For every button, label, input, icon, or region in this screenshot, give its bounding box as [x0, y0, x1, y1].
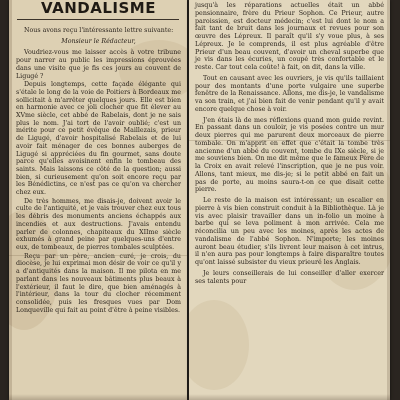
article-paragraph: Tout en causant avec les ouvriers, je vis qu'ils taillaient pour des montants d'une porte vulgaire une superbe fenêtre de la Renaissance. Allons, me dis-je, le vandalisme va son train, et j'ai bien fait de venir pendant qu'il y avait encore quelque chose à voir.	[195, 74, 384, 113]
right-column-body	[195, 2, 384, 286]
article-salutation: Monsieur le Rédacteur,	[61, 37, 136, 45]
article-paragraph: Depuis longtemps, cette façade élégante qui s'étale le long de la voie de Poitiers à Bordeaux me sollicitait à m'arrêter quelques jours. Elle est bien en harmonie avec ce joli clocher que fit élever au XVme siècle, cet abbé de Rabelais, dont je ne sais plus le nom. J'ai tort de l'avoir oublié; c'est un mérite pour ce petit évêque de Maillezais, prieur de Ligugé, d'avoir hospitalisé Rabelais et de lui avoir fait ménager de ces bonnes auberges de Ligugé si appréciées du fin gourmet, sans doute parce qu'elles avoisinent enfin le tombeau des saints. Mais laissons ce côté de la question; aussi bien, si curieusement qu'on soit encore reçu par les Bénédictins, ce n'est pas ce qu'on va chercher chez eux.	[16, 81, 181, 197]
article-title: VANDALISME	[41, 0, 156, 17]
left-clipping	[9, 0, 187, 400]
article-paragraph: De très hommes, me disais-je, doivent avoir le culte de l'antiquité, et je vais trouver chez eux tous les débris des monuments anciens échappés aux incendies et aux destructions. J'avais entendu parler de colonnes, chapiteaux du XIIme siècle exhumés à grand peine par quelques-uns d'entre eux, de tombeaux, de pierres tombales sculptées.	[16, 197, 181, 251]
paper-edge-shadow	[189, 394, 390, 400]
title-rule	[17, 19, 179, 20]
paper-fold	[9, 255, 187, 256]
article-paragraph: Le reste de la maison est intéressant; un escalier en pierre à vis bien construit conduit à la Bibliothèque. Là je vis avec plaisir travailler dans un in-folio un moine à barbe qui se leva poliment à mon arrivée. Cela me réconcilia un peu avec les moines, après les actes de vandalisme de l'abbé Sophon. N'importe; les moines auront beau étudier, s'ils livrent leur maison à cet intrus, il n'en aura pas pour longtemps à faire disparaître toutes qu'ont laissé subsister du vieux prieuré les Anglais.	[195, 197, 384, 266]
paper-stain	[189, 300, 249, 390]
right-clipping	[189, 0, 390, 400]
paper-edge-shadow	[9, 394, 187, 400]
paper-fold	[189, 140, 390, 141]
clipping-edge	[387, 0, 390, 400]
article-paragraph: Je leurs conseillerais de lui conseiller d'aller exercer ses talents pour	[195, 269, 384, 285]
left-column-body	[16, 0, 181, 315]
article-paragraph: jusqu'à les réparations actuelles était un abbé pensionnaire, frère du Prieur Sophon. Ce Prieur, autre paroissien, est docteur médecin; c'est lui dont le nom a fait tant de bruit dans les journaux et revues pour son œuvre des Lépreux. Il paraît qu'il s'y voue plus, à ses Lépreux. Je le comprends, il est plus agréable d'être Prieur d'un beau couvent, d'avoir un cheval superbe que je vis dans les écuries, un coupé très confortable et le reste. Car tout cela coûte! à fait, on dit, dans la ville.	[195, 2, 384, 71]
article-intro: Nous avons reçu l'intéressante lettre suivante:	[24, 27, 174, 34]
article-paragraph: Voudriez-vous me laisser accès à votre tribune pour narrer au public les impressions éprouvées dans une visite que je fis ces jours au couvent de Ligugé ?	[16, 49, 181, 80]
article-paragraph: J'en étais là de mes réflexions quand mon guide revint. En passant dans un couloir, je vis posées contre un mur deux pierres qui me parurent deux morceaux de pierre tombale. On m'apprit en effet que c'était la tombe très ancienne d'un abbé du couvent, tombe du IXe siècle, si je me souviens bien. On me dit même que le fameux Père de la Croix en avait relevé l'inscription, que je ne pus voir. Allons, tant mieux, me dis-je; si le petit abbé en fait un pas de porte, au moins saura-t-on ce que disait cette pierre.	[195, 116, 384, 194]
clipping-edge	[9, 0, 12, 400]
article-paragraph: Reçu par un père, ancien curé, je crois, du diocèse, je lui exprimai mon désir de voir ce qu'il y a d'antiquités dans la maison. Il me pilota en me parlant dans les nouveaux bâtiments plus beaux à l'extérieur, il faut le dire, que bien aménagés à l'intérieur, dans la tour du clocher récemment consolidée, puis les fresques vues par Dom Lonqueville qui fait au point d'être à peine visibles.	[16, 252, 181, 314]
